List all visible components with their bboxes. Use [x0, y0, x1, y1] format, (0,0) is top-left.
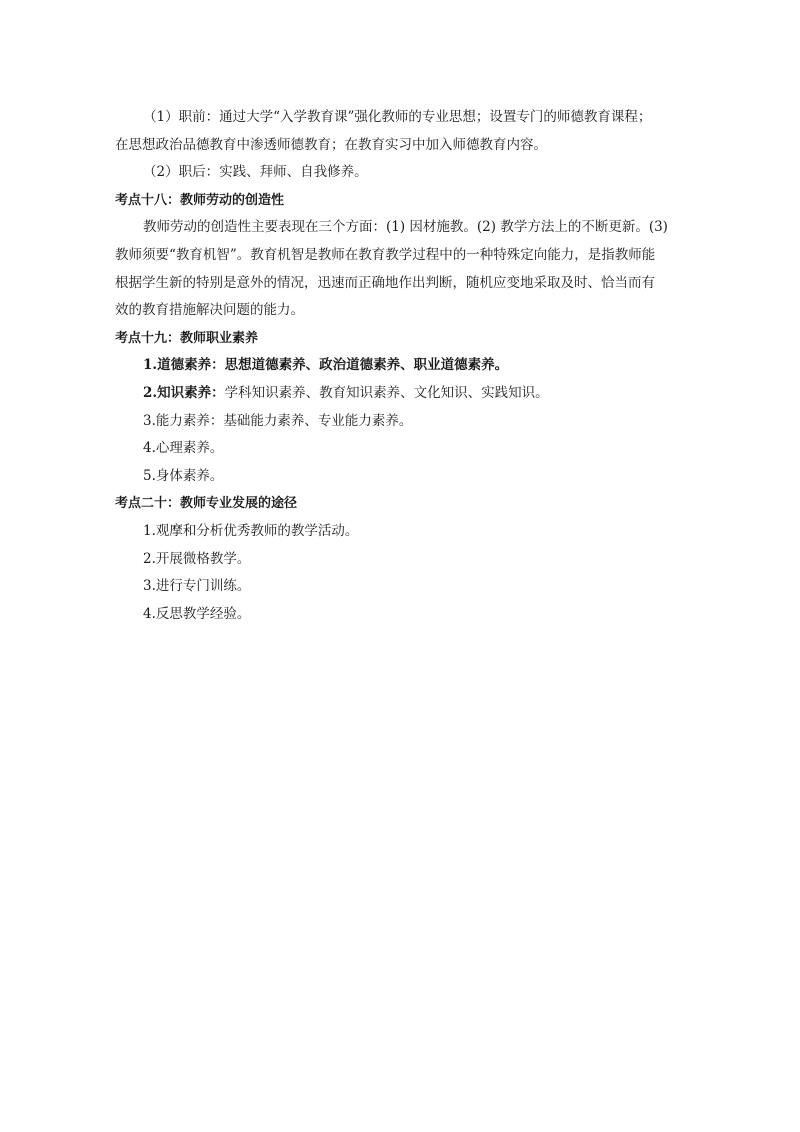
section-heading: 考点二十：教师专业发展的途径	[115, 496, 298, 512]
paragraph-line: 教师须要“教育机智”。教育机智是教师在教育教学过程中的一种特殊定向能力，是指教师能	[115, 246, 656, 263]
paragraph-line: （1）职前：通过大学“入学教育课”强化教师的专业思想；设置专门的师德教育课程；	[143, 109, 652, 125]
paragraph-line: 在思想政治品德教育中渗透师德教育；在教育实习中加入师德教育内容。	[115, 136, 547, 153]
section-heading: 考点十九：教师职业素养	[115, 330, 259, 346]
header-left	[80, 14, 140, 22]
paragraph-line: 教师劳动的创造性主要表现在三个方面：(1) 因材施教。(2) 教学方法上的不断更新。(3)	[143, 219, 668, 236]
list-item: 4.心理素养。	[143, 440, 224, 457]
page-header	[0, 14, 800, 26]
list-item: 3.能力素养：基础能力素养、专业能力素养。	[143, 412, 413, 429]
paragraph-line: （2）职后：实践、拜师、自我修养。	[143, 164, 368, 181]
list-item-text: 学科知识素养、教育知识素养、文化知识、实践知识。	[224, 384, 549, 401]
list-item	[115, 382, 695, 405]
list-item: 1.道德素养：思想道德素养、政治道德素养、职业道德素养。	[143, 357, 509, 374]
list-item: 3.进行专门训练。	[143, 578, 251, 595]
list-item: 1.观摩和分析优秀教师的教学活动。	[143, 522, 359, 539]
list-item: 2.开展微格教学。	[143, 550, 251, 567]
list-item: 5.身体素养。	[143, 467, 224, 484]
header-right	[600, 14, 745, 22]
list-item-label: 2.知识素养：	[143, 384, 225, 401]
paragraph-line: 根据学生新的特别是意外的情况，迅速而正确地作出判断，随机应变地采取及时、恰当而有	[115, 274, 655, 291]
header-center	[275, 14, 515, 22]
paragraph-line: 效的教育措施解决问题的能力。	[115, 302, 304, 319]
section-heading: 考点十八：教师劳动的创造性	[115, 192, 285, 208]
list-item: 4.反思教学经验。	[143, 605, 251, 622]
document-body	[115, 106, 695, 630]
